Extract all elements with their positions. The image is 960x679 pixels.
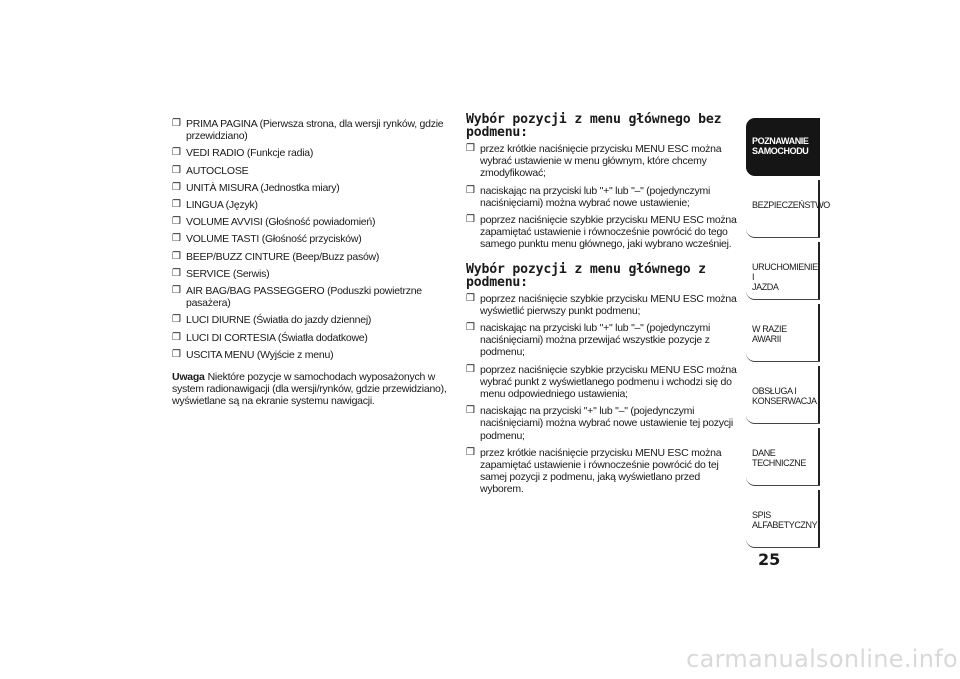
list-item <box>466 293 744 317</box>
chapter-tab-label: OBSŁUGA I <box>752 386 797 396</box>
list-item-text: LUCI DI CORTESIA (Światła dodatkowe) <box>186 331 368 344</box>
chapter-tab-label: SPIS ALFABETYCZNY <box>752 510 818 530</box>
chapter-tab-label: DANE TECHNICZNE <box>752 448 806 468</box>
bullet-box-icon: ❒ <box>466 214 475 226</box>
list-item <box>172 182 452 194</box>
list-item-text: naciskając na przyciski "+" lub "–" (pojedynczymi naciśnięciami) można wybrać nowe ustawienie tej pozycji podmenu; <box>480 405 733 442</box>
bullet-box-icon: ❒ <box>466 292 475 304</box>
bullet-box-icon: ❒ <box>172 250 181 262</box>
list-item <box>172 165 452 177</box>
list-item-text: UNITÀ MISURA (Jednostka miary) <box>186 181 340 194</box>
list-item <box>172 199 452 211</box>
bullet-box-icon: ❒ <box>172 348 181 360</box>
chapter-tab-label: JAZDA <box>752 282 779 292</box>
bullet-box-icon: ❒ <box>466 143 475 154</box>
bullet-box-icon: ❒ <box>172 118 181 129</box>
list-item <box>466 364 744 401</box>
chapter-tab[interactable] <box>746 490 820 548</box>
chapter-tab[interactable] <box>746 242 820 300</box>
note-text: Niektóre pozycje w samochodach wyposażonych w system radionawigacji (dla wersji/rynków, gdzie przewidziano), wyświetlane są na ekranie systemu nawigacji. <box>172 371 447 408</box>
note-paragraph <box>172 371 452 408</box>
list-item <box>172 268 452 280</box>
bullet-box-icon: ❒ <box>466 322 475 334</box>
list-item <box>172 251 452 263</box>
list-item-text: LINGUA (Język) <box>186 199 258 212</box>
chapter-tabs <box>746 118 830 552</box>
list-item-text: LUCI DIURNE (Światła do jazdy dziennej) <box>186 314 372 327</box>
section1-heading: Wybór pozycji z menu głównego bez podmenu: <box>466 112 722 140</box>
section2-bullet-list <box>466 293 744 496</box>
list-item <box>466 405 744 442</box>
section1-bullet-list <box>466 143 744 251</box>
list-item <box>172 349 452 361</box>
list-item <box>172 233 452 245</box>
left-column <box>172 118 452 408</box>
list-item <box>466 214 744 251</box>
list-item-text: przez krótkie naciśnięcie przycisku MENU ESC można zapamiętać ustawienie i równocześnie powrócić do tej samej pozycji z podmenu, jaką wyświetlano przed wyborem. <box>480 446 722 496</box>
bullet-box-icon: ❒ <box>466 363 475 375</box>
list-item-text: VOLUME AVVISI (Głośność powiadomień) <box>186 216 376 229</box>
note-label: Uwaga <box>172 371 205 384</box>
chapter-tab-label: POZNAWANIE <box>752 136 809 146</box>
watermark: carmanualsonline.info <box>686 645 958 673</box>
bullet-box-icon: ❒ <box>172 147 181 159</box>
bullet-box-icon: ❒ <box>172 233 181 245</box>
chapter-tab-label: KONSERWACJA <box>752 396 817 406</box>
list-item-text: przez krótkie naciśnięcie przycisku MENU ESC można wybrać ustawienie w menu głównym, które chcemy zmodyfikować; <box>480 143 722 180</box>
bullet-box-icon: ❒ <box>172 181 181 193</box>
bullet-box-icon: ❒ <box>466 405 475 417</box>
chapter-tab-label: SAMOCHODU <box>752 146 809 156</box>
list-item-text: BEEP/BUZZ CINTURE (Beep/Buzz pasów) <box>186 250 380 263</box>
chapter-tab-label: BEZPIECZEŃSTWO <box>752 200 830 210</box>
list-item-text: SERVICE (Serwis) <box>186 267 270 280</box>
bullet-box-icon: ❒ <box>172 331 181 343</box>
list-item-text: AIR BAG/BAG PASSEGGERO (Poduszki powietrzne pasażera) <box>186 285 422 310</box>
bullet-box-icon: ❒ <box>172 216 181 228</box>
list-item <box>172 285 452 309</box>
bullet-box-icon: ❒ <box>172 267 181 279</box>
bullet-box-icon: ❒ <box>466 184 475 196</box>
list-item <box>172 118 452 142</box>
left-bullet-list <box>172 118 452 361</box>
list-item-text: poprzez naciśnięcie szybkie przycisku MENU ESC można zapamiętać ustawienie i równocześnie powrócić do tego samego punktu menu głównego, jaki wybrano wcześniej. <box>480 214 737 251</box>
list-item-text: PRIMA PAGINA (Pierwsza strona, dla wersji rynków, gdzie przewidziano) <box>186 118 444 143</box>
list-item-text: naciskając na przyciski lub "+" lub "–" (pojedynczymi naciśnięciami) można przewijać wszystkie pozycje z podmenu; <box>480 322 711 359</box>
list-item <box>466 322 744 359</box>
bullet-box-icon: ❒ <box>172 164 181 176</box>
list-item <box>172 147 452 159</box>
list-item-text: poprzez naciśnięcie szybkie przycisku MENU ESC można wyświetlić pierwszy punkt podmenu; <box>480 292 737 317</box>
bullet-box-icon: ❒ <box>466 446 475 458</box>
list-item-text: VEDI RADIO (Funkcje radia) <box>186 147 314 160</box>
list-item <box>466 447 744 496</box>
chapter-tab-label: W RAZIE AWARII <box>752 324 787 344</box>
chapter-tab[interactable] <box>746 118 820 176</box>
list-item-text: AUTOCLOSE <box>186 164 249 177</box>
list-item-text: poprzez naciśnięcie szybkie przycisku MENU ESC można wybrać punkt z wyświetlanego podmenu i wchodzi się do menu odpowiedniego ustawienia; <box>480 363 737 401</box>
list-item <box>466 143 744 180</box>
list-item-text: USCITA MENU (Wyjście z menu) <box>186 348 334 361</box>
chapter-tab[interactable] <box>746 428 820 486</box>
list-item <box>172 216 452 228</box>
list-item-text: VOLUME TASTI (Głośność przycisków) <box>186 233 362 246</box>
bullet-box-icon: ❒ <box>172 199 181 211</box>
page-number: 25 <box>758 550 781 569</box>
section2-heading: Wybór pozycji z menu głównego z podmenu: <box>466 261 706 290</box>
right-column <box>466 113 744 501</box>
list-item-text: naciskając na przyciski lub "+" lub "–" (pojedynczymi naciśnięciami) można wybrać nowe ustawienie; <box>480 184 711 209</box>
bullet-box-icon: ❒ <box>172 285 181 297</box>
list-item <box>466 185 744 209</box>
chapter-tab[interactable] <box>746 304 820 362</box>
chapter-tab-label: URUCHOMIENIE I <box>752 262 818 282</box>
list-item <box>172 314 452 326</box>
chapter-tab[interactable] <box>746 366 820 424</box>
bullet-box-icon: ❒ <box>172 314 181 326</box>
list-item <box>172 332 452 344</box>
chapter-tab[interactable] <box>746 180 830 238</box>
